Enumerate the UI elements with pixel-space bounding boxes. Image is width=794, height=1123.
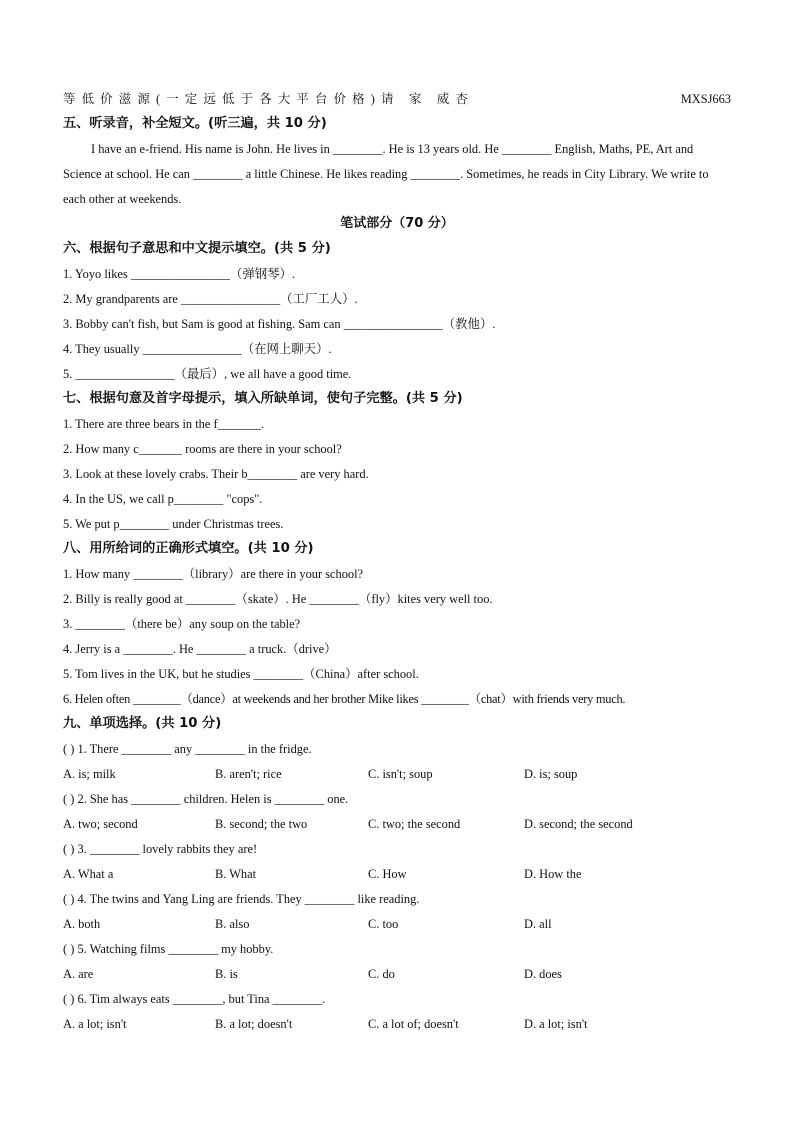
section7-item: 4. In the US, we call p________ "cops".: [63, 492, 263, 506]
option-b: B. What: [215, 867, 257, 881]
section5-paragraph: I have an e-friend. His name is John. He lives in ________. He is 13 years old. He ________ English, Maths, PE, Art and Science at school. He can ________ a little Chinese. He likes reading ________. Sometimes, he reads in City Library. We write to each other at weekends.: [63, 142, 709, 206]
section8-item: 5. Tom lives in the UK, but he studies ________（China）after school.: [63, 667, 419, 681]
section5-title: 五、听录音，补全短文。(听三遍，共 10 分): [63, 116, 327, 131]
section7-title: 七、根据句意及首字母提示，填入所缺单词，使句子完整。(共 5 分): [63, 391, 463, 406]
option-a: A. What a: [63, 867, 114, 881]
option-a: A. both: [63, 917, 101, 931]
option-c: C. isn't; soup: [368, 767, 433, 781]
option-c: C. How: [368, 867, 407, 881]
question-options: [63, 766, 731, 782]
section8-title: 八、用所给词的正确形式填空。(共 10 分): [63, 541, 314, 556]
option-c: C. two; the second: [368, 817, 461, 831]
section8-item: 6. Helen often ________（dance）at weekends and her brother Mike likes ________（chat）with friends very much.: [63, 692, 626, 706]
section6-title: 六、根据句子意思和中文提示填空。(共 5 分): [63, 241, 331, 256]
option-b: B. is: [215, 967, 238, 981]
option-c: C. too: [368, 917, 399, 931]
option-b: B. also: [215, 917, 250, 931]
question-stem: ( ) 3. ________ lovely rabbits they are!: [63, 842, 258, 856]
question-options: [63, 1016, 731, 1032]
section9-title: 九、单项选择。(共 10 分): [63, 716, 222, 731]
option-a: A. is; milk: [63, 767, 116, 781]
option-a: A. are: [63, 967, 94, 981]
section6-item: 4. They usually ________________（在网上聊天）.: [63, 342, 332, 356]
option-d: D. second; the second: [524, 817, 633, 831]
option-d: D. does: [524, 967, 562, 981]
question-options: [63, 916, 731, 932]
option-d: D. a lot; isn't: [524, 1017, 588, 1031]
question-stem: ( ) 5. Watching films ________ my hobby.: [63, 942, 274, 956]
section8-item: 1. How many ________（library）are there in your school?: [63, 567, 364, 581]
page-header: [63, 91, 731, 107]
section8-item: 3. ________（there be）any soup on the table?: [63, 617, 301, 631]
option-b: B. aren't; rice: [215, 767, 282, 781]
option-b: B. second; the two: [215, 817, 308, 831]
header-notice: 等低价滋源(一定远低于各大平台价格)请 家 威杏: [63, 92, 475, 106]
option-a: A. a lot; isn't: [63, 1017, 127, 1031]
section6-item: 2. My grandparents are ________________（工厂工人）.: [63, 292, 358, 306]
question-stem: ( ) 1. There ________ any ________ in the fridge.: [63, 742, 312, 756]
section8-item: 2. Billy is really good at ________（skate）. He ________（fly）kites very well too.: [63, 592, 493, 606]
option-d: D. all: [524, 917, 552, 931]
header-code: MXSJ663: [680, 92, 731, 106]
section7-item: 1. There are three bears in the f_______.: [63, 417, 265, 431]
question-stem: ( ) 2. She has ________ children. Helen is ________ one.: [63, 792, 349, 806]
option-d: D. How the: [524, 867, 582, 881]
option-d: D. is; soup: [524, 767, 578, 781]
section7-item: 2. How many c_______ rooms are there in your school?: [63, 442, 342, 456]
option-c: C. a lot of; doesn't: [368, 1017, 459, 1031]
section7-item: 5. We put p________ under Christmas trees.: [63, 517, 284, 531]
option-a: A. two; second: [63, 817, 138, 831]
section6-item: 5. ________________（最后）, we all have a good time.: [63, 367, 352, 381]
question-stem: ( ) 6. Tim always eats ________, but Tina ________.: [63, 992, 326, 1006]
section6-item: 3. Bobby can't fish, but Sam is good at fishing. Sam can ________________（教他）.: [63, 317, 496, 331]
question-stem: ( ) 4. The twins and Yang Ling are friends. They ________ like reading.: [63, 892, 420, 906]
section6-item: 1. Yoyo likes ________________（弹钢琴）.: [63, 267, 295, 281]
question-options: [63, 866, 731, 882]
question-options: [63, 816, 731, 832]
question-options: [63, 966, 731, 982]
option-c: C. do: [368, 967, 395, 981]
written-part-heading: 笔试部分（70 分）: [340, 216, 454, 231]
option-b: B. a lot; doesn't: [215, 1017, 293, 1031]
section7-item: 3. Look at these lovely crabs. Their b________ are very hard.: [63, 467, 369, 481]
section8-item: 4. Jerry is a ________. He ________ a truck.（drive）: [63, 642, 337, 656]
